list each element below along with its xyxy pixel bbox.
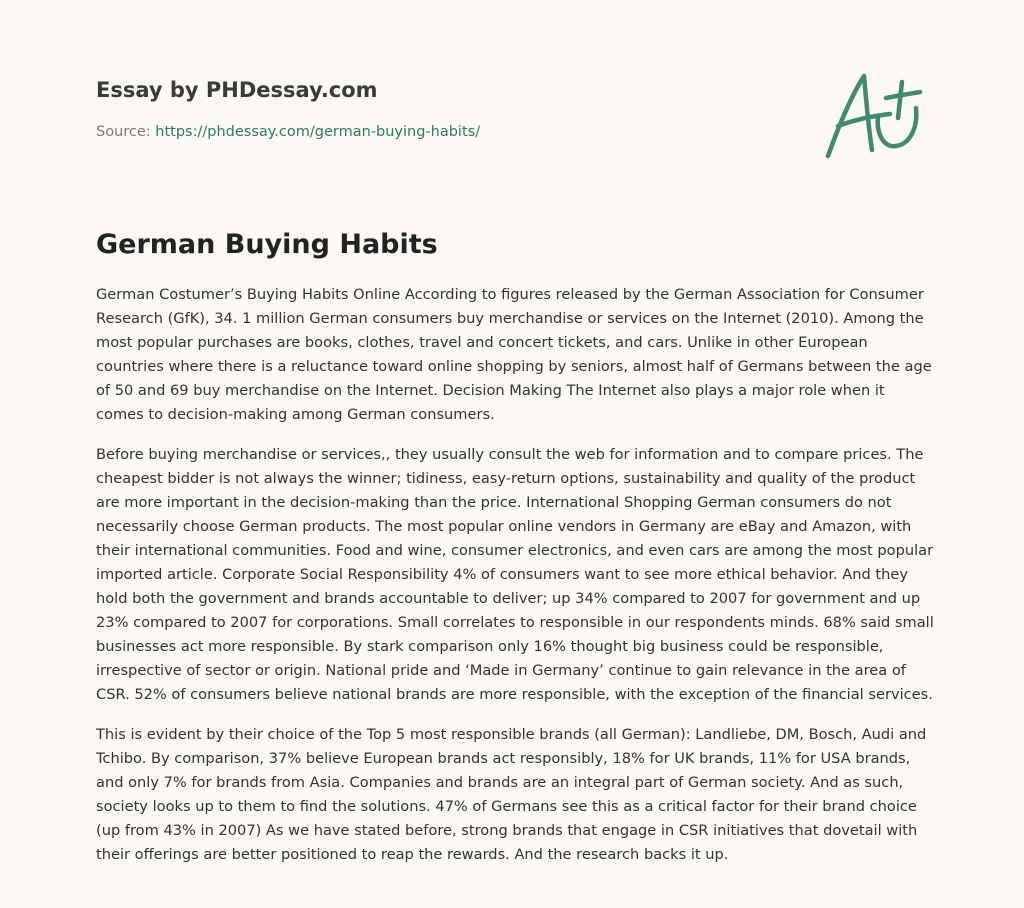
site-header <box>96 76 928 176</box>
article-paragraph: This is evident by their choice of the Top 5 most responsible brands (all German): Landliebe, DM, Bosch, Audi and Tchibo. By comparison, 37% believe European brands act responsibly, 18% for UK brands, 11% for USA brands, and only 7% for brands from Asia. Companies and brands are an integral part of German society. And as such, society looks up to them to find the solutions. 47% of Germans see this as a critical factor for their brand choice (up from 43% in 2007) As we have stated before, strong brands that engage in CSR initiatives that dovetail with their offerings are better positioned to reap the rewards. And the research backs it up. <box>96 726 927 863</box>
article-paragraph: German Costumer’s Buying Habits Online According to figures released by the German Association for Consumer Research (GfK), 34. 1 million German consumers buy merchandise or services on the Internet (2010). Among the most popular purchases are books, clothes, travel and concert tickets, and cars. Unlike in other European countries where there is a reluctance toward online shopping by seniors, almost half of Germans between the age of 50 and 69 buy merchandise on the Internet. Decision Making The Internet also plays a major role when it comes to decision-making among German consumers. <box>96 286 932 423</box>
article-title: German Buying Habits <box>96 229 438 260</box>
site-brand: Essay by PHDessay.com <box>96 78 378 102</box>
article-body <box>96 283 936 883</box>
a-plus-logo-icon <box>820 68 928 164</box>
article-paragraph: Before buying merchandise or services,, they usually consult the web for information and to compare prices. The cheapest bidder is not always the winner; tidiness, easy-return options, sustainability and quality of the product are more important in the decision-making than the price. International Shopping German consumers do not necessarily choose German products. The most popular online vendors in Germany are eBay and Amazon, with their international communities. Food and wine, consumer electronics, and even cars are among the most popular imported article. Corporate Social Responsibility 4% of consumers want to see more ethical behavior. And they hold both the government and brands accountable to deliver; up 34% compared to 2007 for government and up 23% compared to 2007 for corporations. Small correlates to responsible in our respondents minds. 68% said small businesses act more responsible. By stark comparison only 16% thought big business could be responsible, irrespective of sector or origin. National pride and ‘Made in Germany’ continue to gain relevance in the area of CSR. 52% of consumers believe national brands are more responsible, with the exception of the financial services. <box>96 446 934 703</box>
source-link[interactable]: https://phdessay.com/german-buying-habits/ <box>155 124 481 140</box>
source-label: Source: <box>96 124 151 140</box>
source-line <box>96 124 480 140</box>
